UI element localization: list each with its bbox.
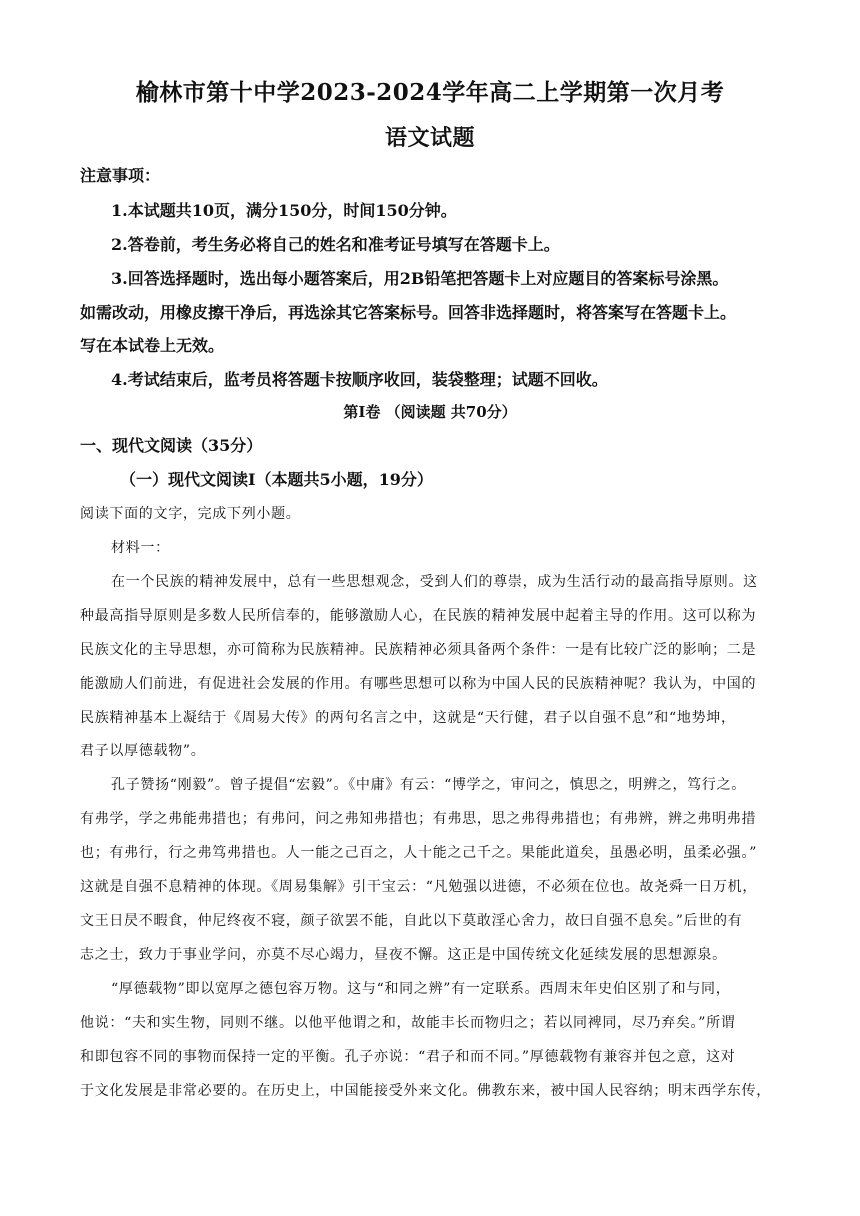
passage-line: 和即包容不同的事物而保持一定的平衡。孔子亦说：“君子和而不同。”厚德载物有兼容并包之意，这对 (80, 1049, 736, 1065)
notice-line: 写在本试卷上无效。 (80, 336, 225, 355)
notice-line: 4.考试结束后，监考员将答题卡按顺序收回，装袋整理；试题不回收。 (111, 370, 608, 389)
passage-line: 能激励人们前进，有促进社会发展的作用。有哪些思想可以称为中国人民的民族精神呢？我认为，中国的 (80, 676, 757, 692)
passage-line: 于文化发展是非常必要的。在历史上，中国能接受外来文化。佛教东来，被中国人民容纳；明末西学东传， (80, 1083, 771, 1099)
passage-line: “厚德载物”即以宽厚之德包容万物。这与“和同之辨”有一定联系。西周末年史伯区别了和与同， (111, 981, 731, 997)
sub-section-title: （一）现代文阅读Ⅰ（本题共5小题，19分） (120, 470, 433, 489)
passage-line: 孔子赞扬“刚毅”。曾子提倡“宏毅”。《中庸》有云：“博学之，审问之，慎思之，明辨之，笃行之。 (111, 777, 746, 793)
passage-line: 志之士，致力于事业学问，亦莫不尽心竭力，昼夜不懈。这正是中国传统文化延续发展的思想源泉。 (80, 947, 727, 963)
passage-line: 有弗学，学之弗能弗措也；有弗问，问之弗知弗措也；有弗思，思之弗得弗措也；有弗辨，辨之弗明弗措 (80, 811, 757, 827)
passage-line: 也；有弗行，行之弗笃弗措也。人一能之己百之，人十能之己千之。果能此道矣，虽愚必明，虽柔必强。” (80, 845, 758, 861)
notice-line: 1.本试题共10页，满分150分，时间150分钟。 (111, 201, 457, 220)
notice-line: 3.回答选择题时，选出每小题答案后，用2B铅笔把答题卡上对应题目的答案标号涂黑。 (111, 269, 729, 288)
volume-title: 第Ⅰ卷 （阅读题 共70分） (343, 403, 517, 421)
notice-line: 如需改动，用橡皮擦干净后，再选涂其它答案标号。回答非选择题时，将答案写在答题卡上。 (80, 303, 737, 322)
exam-subtitle: 语文试题 (384, 125, 475, 151)
passage-line: 在一个民族的精神发展中，总有一些思想观念，受到人们的尊崇，成为生活行动的最高指导原则。这 (111, 574, 758, 590)
passage-line: 民族文化的主导思想，亦可简称为民族精神。民族精神必须具备两个条件：一是有比较广泛的影响；二是 (80, 642, 757, 658)
notice-heading: 注意事项： (80, 166, 161, 185)
material-label: 材料一： (111, 540, 170, 556)
passage-line: 他说：“夫和实生物，同则不继。以他平他谓之和，故能丰长而物归之；若以同裨同，尽乃弃矣。”所谓 (80, 1015, 736, 1031)
notice-line: 2.答卷前，考生务必将自己的姓名和准考证号填写在答题卡上。 (111, 235, 560, 254)
passage-line: 民族精神基本上凝结于《周易大传》的两句名言之中，这就是“天行健，君子以自强不息”和“地势坤， (80, 710, 736, 726)
passage-line: 这就是自强不息精神的体现。《周易集解》引干宝云：“凡勉强以进德，不必须在位也。故尧舜一日万机， (80, 879, 758, 895)
reading-instruction: 阅读下面的文字，完成下列小题。 (80, 506, 301, 522)
exam-title: 榆林市第十中学2023-2024学年高二上学期第一次月考 (135, 79, 725, 106)
passage-line: 君子以厚德载物”。 (80, 743, 206, 759)
passage-line: 文王日昃不暇食，仲尼终夜不寝，颜子欲罢不能，自此以下莫敢淫心舍力，故曰自强不息矣。”后世的有 (80, 913, 743, 929)
passage-line: 种最高指导原则是多数人民所信奉的，能够激励人心，在民族的精神发展中起着主导的作用。这可以称为 (80, 608, 757, 624)
part-title: 一、现代文阅读（35分） (80, 436, 263, 455)
